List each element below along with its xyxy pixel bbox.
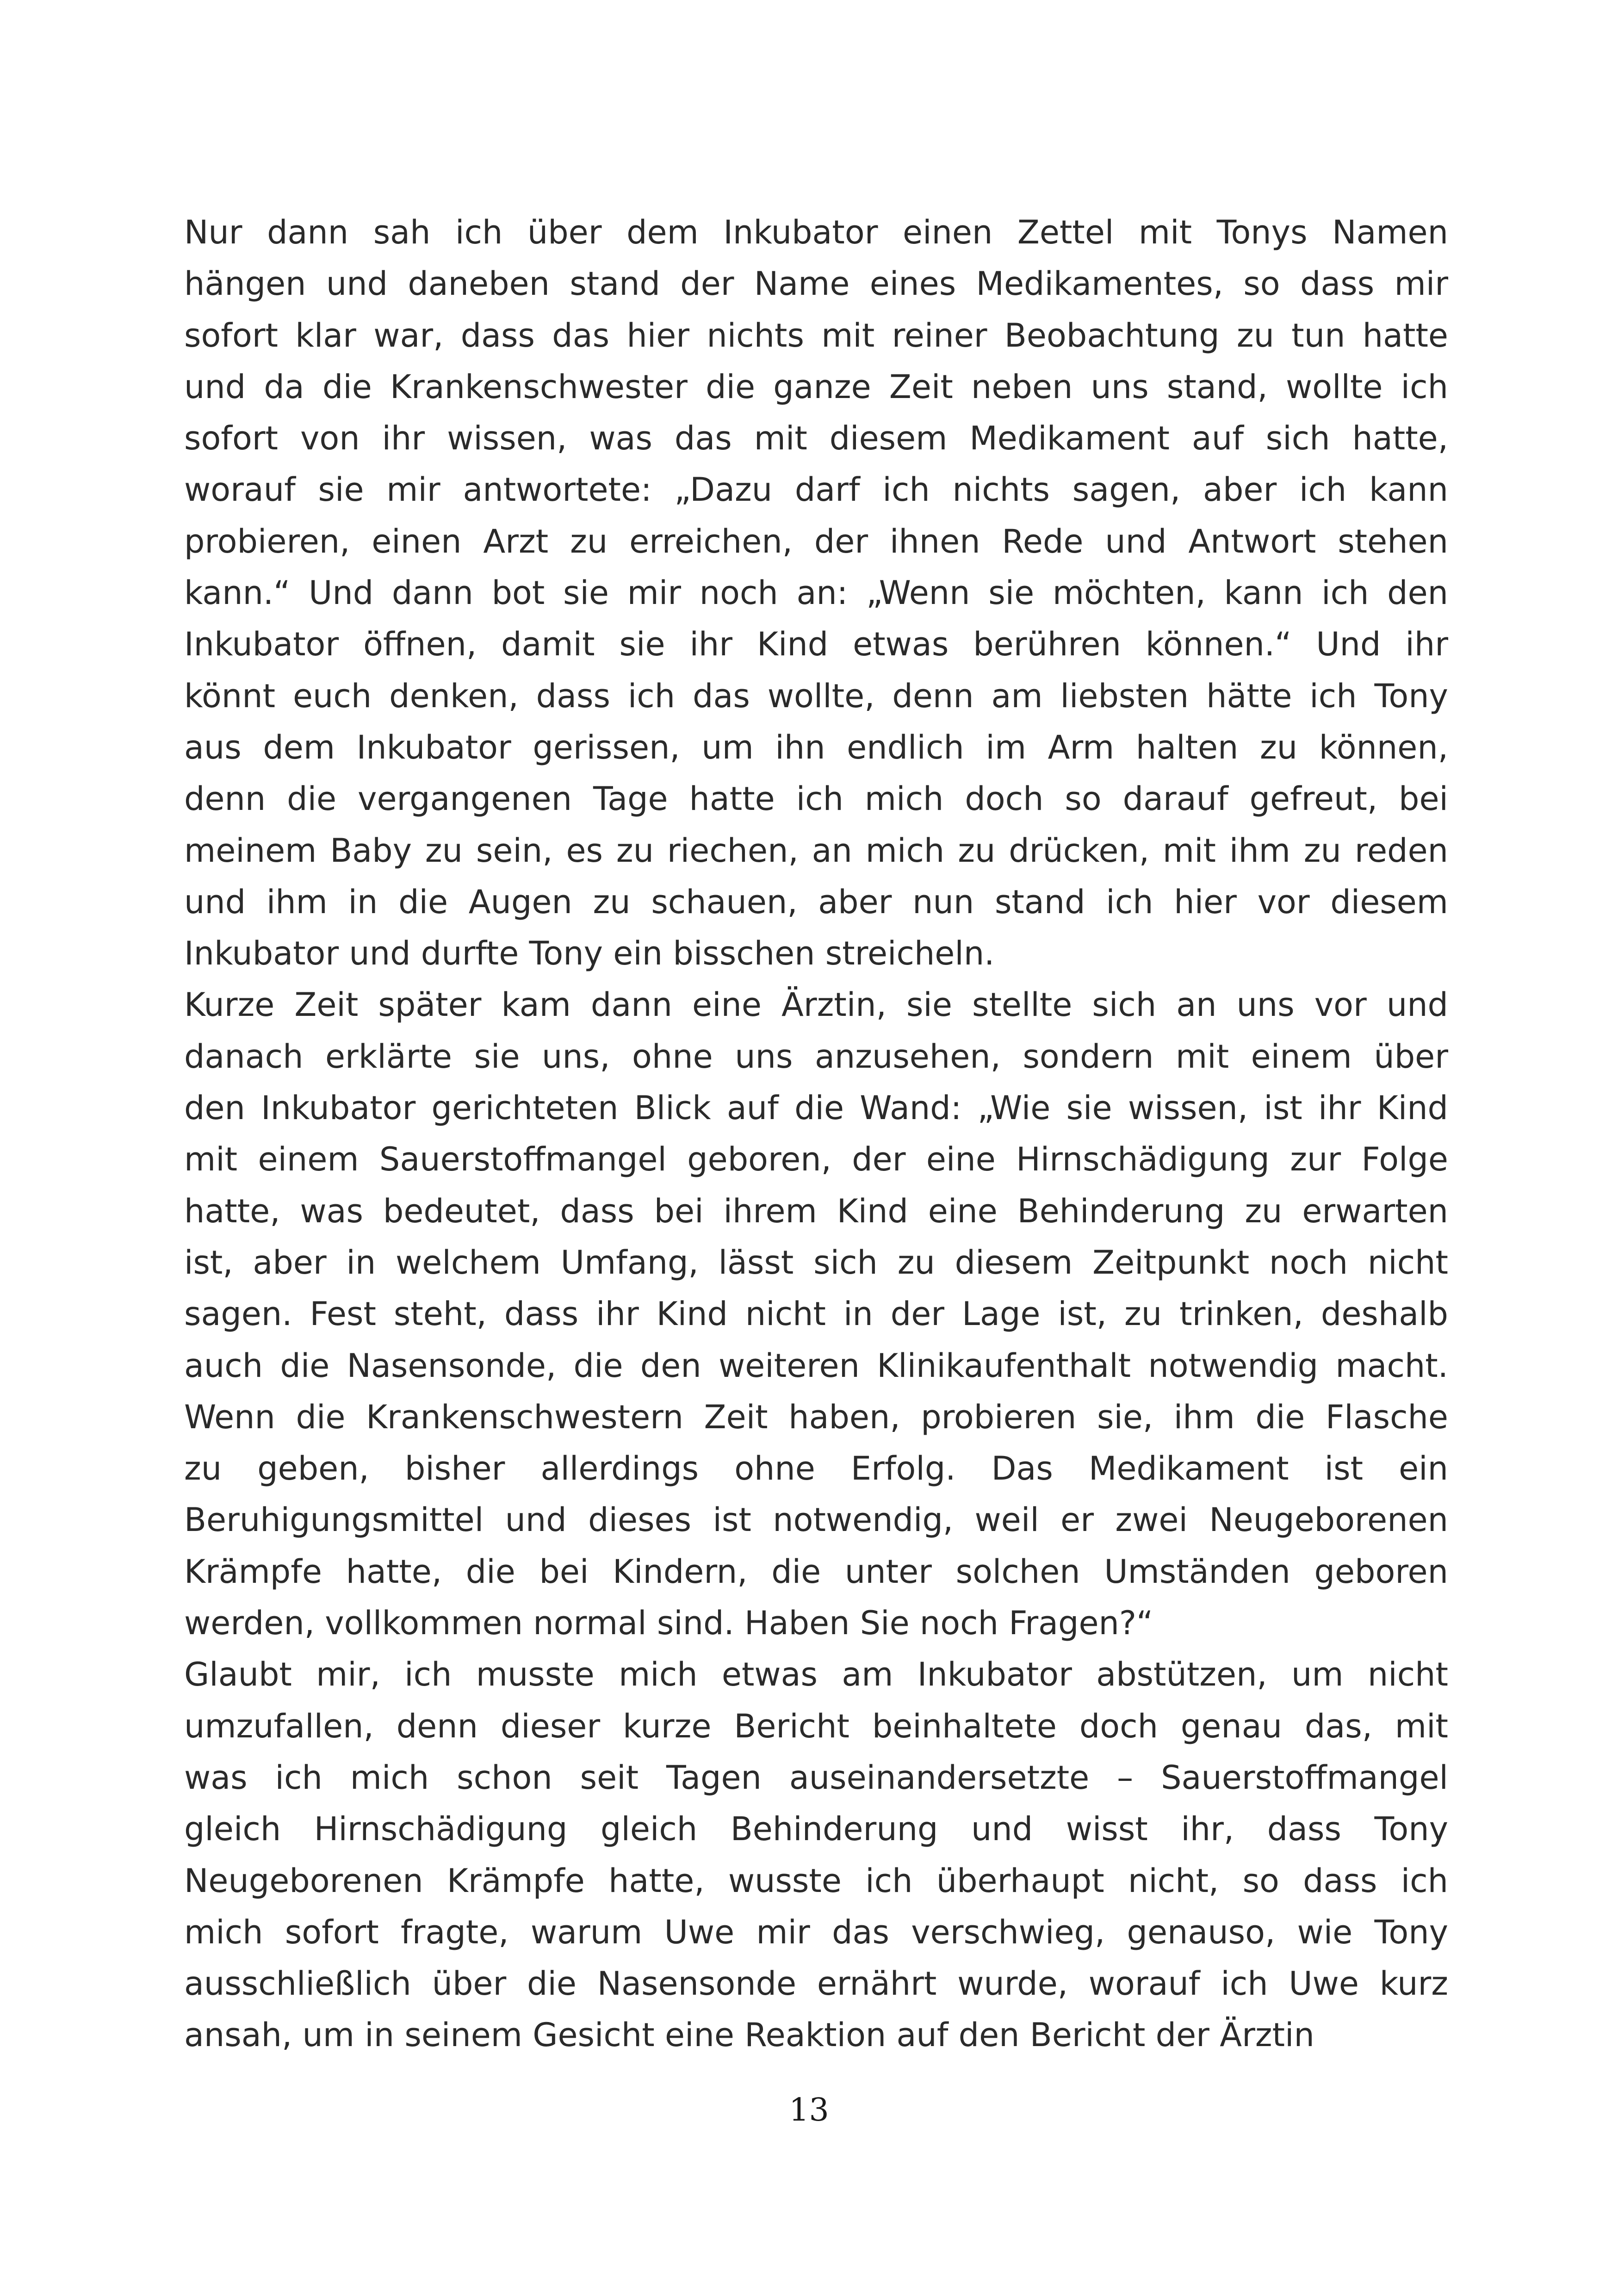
text-line: auch die Nasensonde, die den weiteren Klinikaufenthalt notwendig macht. [184, 1346, 1448, 1385]
text-line: was ich mich schon seit Tagen auseinandersetzte – Sauerstoffmangel [184, 1758, 1448, 1797]
text-line: hatte, was bedeutet, dass bei ihrem Kind eine Behinderung zu erwarten [184, 1192, 1448, 1230]
text-line: aus dem Inkubator gerissen, um ihn endlich im Arm halten zu können, [184, 728, 1448, 766]
text-line: mich sofort fragte, warum Uwe mir das verschwieg, genauso, wie Tony [184, 1913, 1448, 1951]
text-line: sofort klar war, dass das hier nichts mit reiner Beobachtung zu tun hatte [184, 316, 1448, 355]
text-line: Glaubt mir, ich musste mich etwas am Inkubator abstützen, um nicht [184, 1655, 1448, 1694]
text-line: den Inkubator gerichteten Blick auf die Wand: „Wie sie wissen, ist ihr Kind [184, 1089, 1448, 1127]
text-line: danach erklärte sie uns, ohne uns anzusehen, sondern mit einem über [184, 1037, 1448, 1076]
text-line: probieren, einen Arzt zu erreichen, der ihnen Rede und Antwort stehen [184, 522, 1448, 560]
paragraph [184, 979, 1448, 1649]
text-line: Krämpfe hatte, die bei Kindern, die unter solchen Umständen geboren [184, 1552, 1448, 1591]
text-line: zu geben, bisher allerdings ohne Erfolg. Das Medikament ist ein [184, 1450, 1448, 1488]
text-line: Inkubator und durfte Tony ein bisschen streicheln. [184, 934, 995, 973]
text-line: gleich Hirnschädigung gleich Behinderung und wisst ihr, dass Tony [184, 1810, 1448, 1848]
paragraph [184, 1649, 1448, 2061]
page-number: 13 [789, 2092, 829, 2128]
text-line: Inkubator öffnen, damit sie ihr Kind etwas berühren können.“ Und ihr [184, 625, 1448, 664]
text-line: umzufallen, denn dieser kurze Bericht beinhaltete doch genau das, mit [184, 1707, 1448, 1745]
text-line: Nur dann sah ich über dem Inkubator einen Zettel mit Tonys Namen [184, 213, 1448, 251]
text-line: mit einem Sauerstoffmangel geboren, der eine Hirnschädigung zur Folge [184, 1140, 1448, 1179]
text-line: und da die Krankenschwester die ganze Zeit neben uns stand, wollte ich [184, 367, 1448, 406]
text-line: meinem Baby zu sein, es zu riechen, an mich zu drücken, mit ihm zu reden [184, 831, 1448, 870]
text-line: Neugeborenen Krämpfe hatte, wusste ich überhaupt nicht, so dass ich [184, 1861, 1448, 1900]
text-line: denn die vergangenen Tage hatte ich mich doch so darauf gefreut, bei [184, 780, 1448, 818]
text-line: hängen und daneben stand der Name eines Medikamentes, so dass mir [184, 265, 1448, 303]
body-text [184, 207, 1448, 2061]
text-line: ist, aber in welchem Umfang, lässt sich zu diesem Zeitpunkt noch nicht [184, 1243, 1448, 1282]
text-line: ausschließlich über die Nasensonde ernährt wurde, worauf ich Uwe kurz [184, 1965, 1448, 2003]
text-line: könnt euch denken, dass ich das wollte, denn am liebsten hätte ich Tony [184, 677, 1448, 715]
text-line: sagen. Fest steht, dass ihr Kind nicht in der Lage ist, zu trinken, deshalb [184, 1295, 1448, 1333]
paragraph [184, 207, 1448, 979]
text-line: werden, vollkommen normal sind. Haben Sie noch Fragen?“ [184, 1604, 1153, 1643]
text-line: ansah, um in seinem Gesicht eine Reaktion auf den Bericht der Ärztin [184, 2016, 1314, 2054]
text-line: Beruhigungsmittel und dieses ist notwendig, weil er zwei Neugeborenen [184, 1501, 1448, 1539]
text-line: kann.“ Und dann bot sie mir noch an: „Wenn sie möchten, kann ich den [184, 574, 1448, 612]
text-line: Kurze Zeit später kam dann eine Ärztin, sie stellte sich an uns vor und [184, 986, 1448, 1024]
text-line: und ihm in die Augen zu schauen, aber nun stand ich hier vor diesem [184, 883, 1448, 921]
text-line: sofort von ihr wissen, was das mit diesem Medikament auf sich hatte, [184, 419, 1448, 458]
text-line: worauf sie mir antwortete: „Dazu darf ich nichts sagen, aber ich kann [184, 471, 1448, 509]
text-line: Wenn die Krankenschwestern Zeit haben, probieren sie, ihm die Flasche [184, 1398, 1448, 1436]
